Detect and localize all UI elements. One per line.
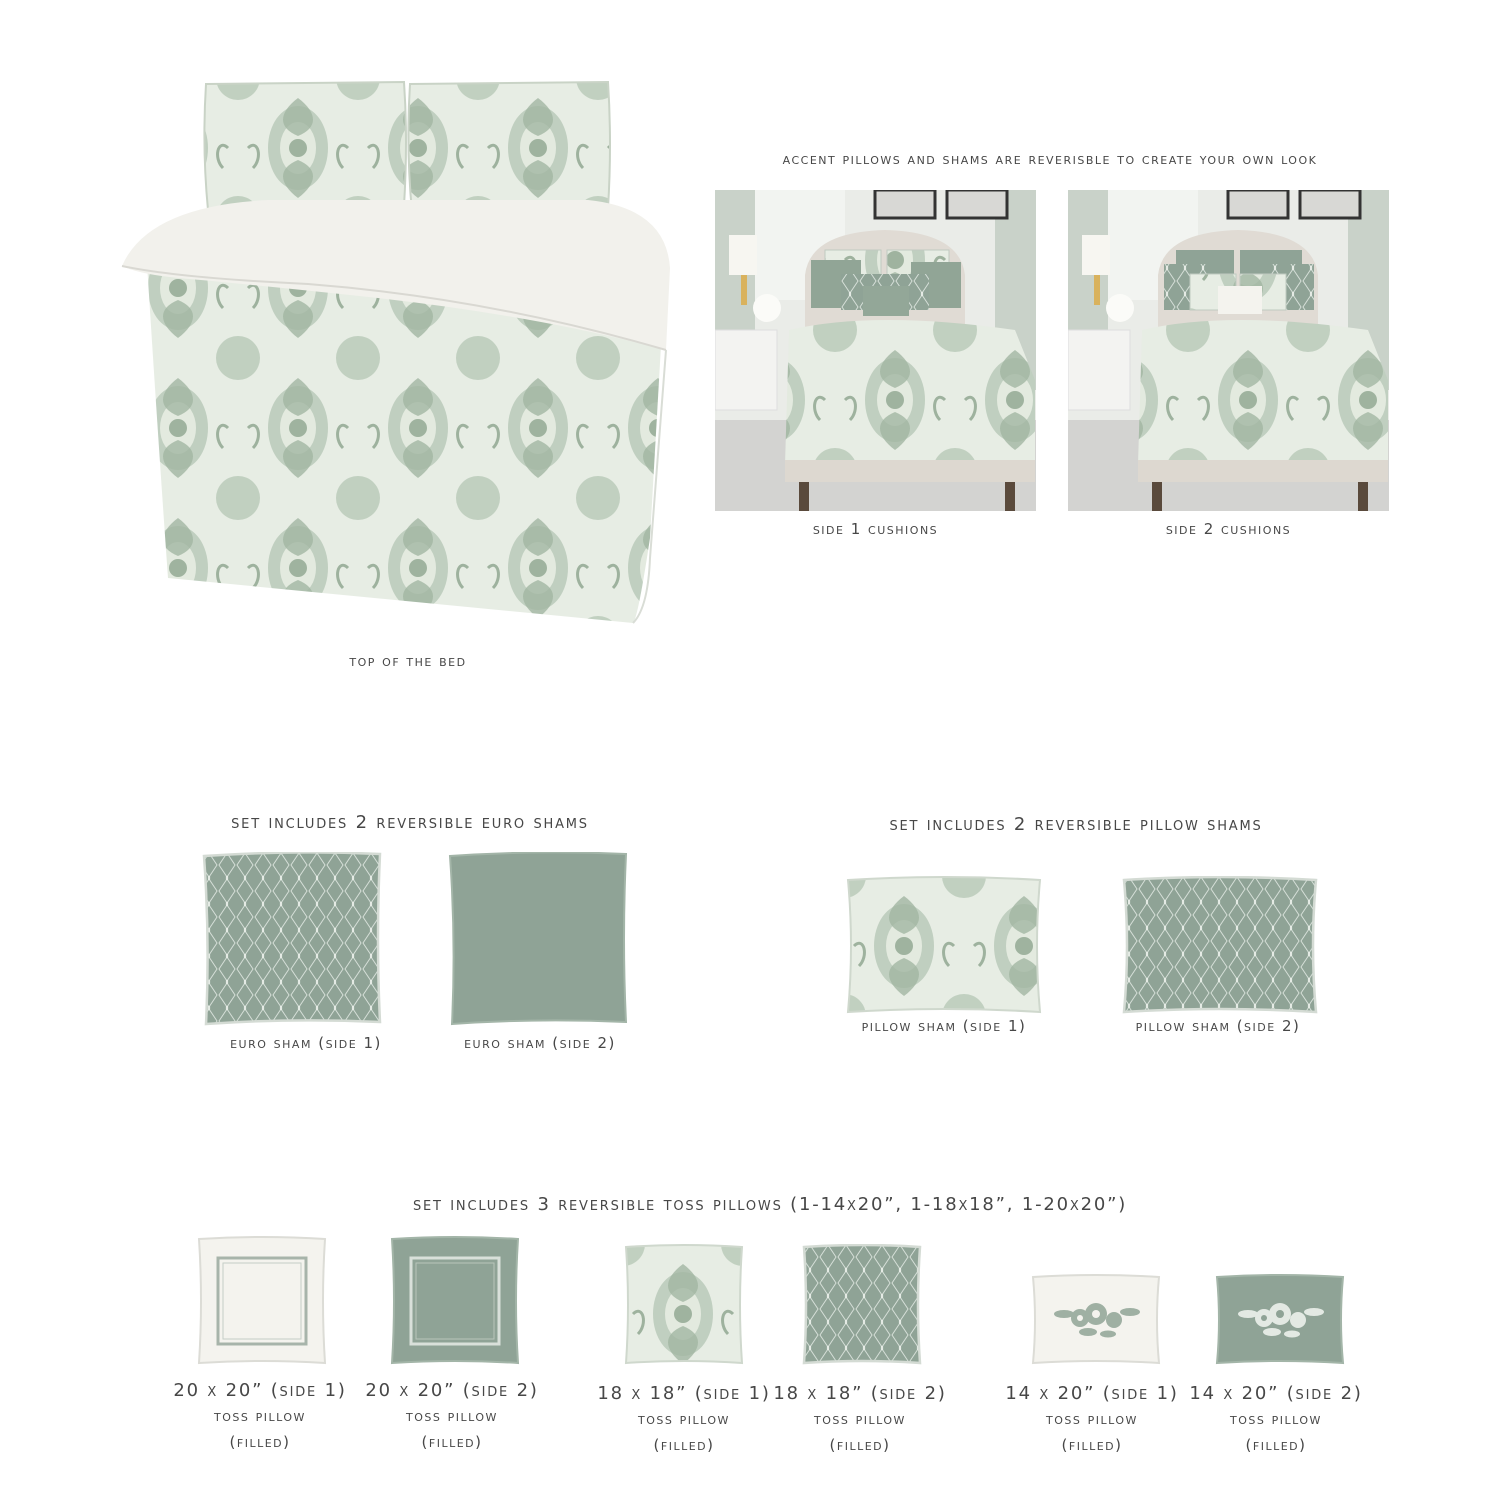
toss-caption-type: toss pillow — [638, 1410, 730, 1428]
pillow-shams-heading: set includes 2 reversible pillow shams — [889, 814, 1263, 835]
pillow-sham-side2-caption: pillow sham (side 2) — [1135, 1017, 1301, 1035]
accent-heading: accent pillows and shams are reverisble to create your own look — [782, 150, 1318, 168]
toss-caption-type: toss pillow — [1046, 1410, 1138, 1428]
toss-caption-fill: (filled) — [829, 1436, 891, 1454]
room-photo-side-1 — [715, 190, 1036, 511]
euro-sham-side-2 — [446, 852, 630, 1026]
side2-caption: side 2 cushions — [1165, 520, 1292, 538]
toss-caption-type: toss pillow — [214, 1407, 306, 1425]
toss-caption-type: toss pillow — [406, 1407, 498, 1425]
room-photo-side-2 — [1068, 190, 1389, 511]
toss-caption-type: toss pillow — [814, 1410, 906, 1428]
euro-sham-side-1 — [200, 852, 384, 1026]
toss-caption-size: 14 x 20” (side 2) — [1189, 1383, 1363, 1404]
bed-caption: top of the bed — [349, 652, 467, 670]
toss-caption-fill: (filled) — [421, 1433, 483, 1451]
pillow-sham-side-2 — [1120, 876, 1320, 1016]
euro-heading: set includes 2 reversible euro shams — [231, 812, 589, 833]
toss-caption-size: 20 x 20” (side 2) — [365, 1380, 539, 1401]
pillow-sham-side1-caption: pillow sham (side 1) — [861, 1017, 1027, 1035]
toss-pillow-14x20-side-1 — [1030, 1274, 1162, 1366]
toss-pillow-14x20-side-2 — [1214, 1274, 1346, 1366]
toss-caption-fill: (filled) — [1245, 1436, 1307, 1454]
toss-caption-fill: (filled) — [229, 1433, 291, 1451]
toss-caption-size: 20 x 20” (side 1) — [173, 1380, 347, 1401]
euro-side2-caption: euro sham (side 2) — [464, 1034, 616, 1052]
toss-pillow-18x18-side-2 — [801, 1244, 923, 1366]
duvet-image — [118, 78, 678, 638]
toss-caption-type: toss pillow — [1230, 1410, 1322, 1428]
toss-caption-size: 18 x 18” (side 1) — [597, 1383, 771, 1404]
pillow-sham-side-1 — [844, 876, 1044, 1016]
toss-caption-fill: (filled) — [653, 1436, 715, 1454]
euro-side1-caption: euro sham (side 1) — [230, 1034, 382, 1052]
toss-heading: set includes 3 reversible toss pillows (1-14x20”, 1-18x18”, 1-20x20”) — [412, 1194, 1128, 1215]
toss-pillow-20x20-side-1 — [196, 1236, 328, 1366]
toss-caption-fill: (filled) — [1061, 1436, 1123, 1454]
side1-caption: side 1 cushions — [812, 520, 939, 538]
toss-pillow-18x18-side-1 — [623, 1244, 745, 1366]
toss-caption-size: 18 x 18” (side 2) — [773, 1383, 947, 1404]
toss-caption-size: 14 x 20” (side 1) — [1005, 1383, 1179, 1404]
toss-pillow-20x20-side-2 — [389, 1236, 521, 1366]
